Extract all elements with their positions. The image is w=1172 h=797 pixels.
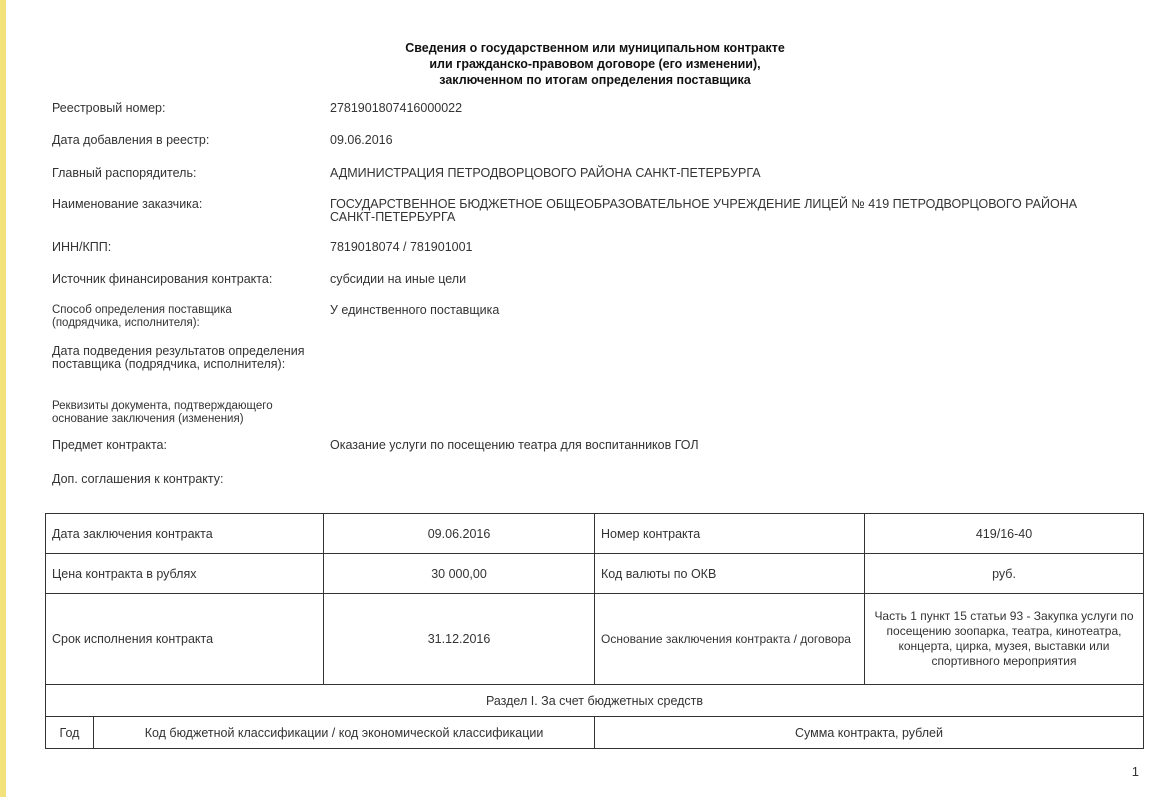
- contract-number-value: 419/16-40: [865, 514, 1144, 554]
- conclusion-date-label: Дата заключения контракта: [46, 514, 324, 554]
- budget-code-column-header: Код бюджетной классификации / код экономической классификации: [94, 717, 595, 749]
- supplier-method-value: У единственного поставщика: [330, 303, 500, 317]
- results-date-label: Дата подведения результатов определения поставщика (подрядчика, исполнителя):: [52, 344, 305, 371]
- inn-kpp-value: 7819018074 / 781901001: [330, 240, 473, 254]
- supplier-method-label: Способ определения поставщика (подрядчика, исполнителя):: [52, 304, 232, 329]
- registry-number-value: 2781901807416000022: [330, 101, 463, 115]
- title-line-1: Сведения о государственном или муниципальном контракте: [405, 41, 785, 55]
- funding-source-label: Источник финансирования контракта:: [52, 272, 273, 286]
- funding-source-value: субсидии на иные цели: [330, 272, 467, 286]
- contract-subject-value: Оказание услуги по посещению театра для воспитанников ГОЛ: [330, 438, 699, 452]
- document-details-label: Реквизиты документа, подтверждающего основание заключения (изменения): [52, 400, 273, 425]
- title-line-2: или гражданско-правовом договоре (его изменении),: [429, 57, 761, 71]
- contract-number-label: Номер контракта: [595, 514, 865, 554]
- table-row: [46, 594, 1144, 685]
- chief-manager-value: АДМИНИСТРАЦИЯ ПЕТРОДВОРЦОВОГО РАЙОНА САНКТ-ПЕТЕРБУРГА: [330, 166, 761, 180]
- page-number: 1: [1131, 764, 1139, 779]
- customer-name-value: ГОСУДАРСТВЕННОЕ БЮДЖЕТНОЕ ОБЩЕОБРАЗОВАТЕЛЬНОЕ УЧРЕЖДЕНИЕ ЛИЦЕЙ № 419 ПЕТРОДВОРЦОВОГО РАЙОНА САНКТ-ПЕТЕРБУРГА: [330, 197, 1078, 224]
- contract-basis-value: Часть 1 пункт 15 статьи 93 - Закупка услуги по посещению зоопарка, театра, кинотеатра, концерта, цирка, музея, выставки или спортивного мероприятия: [865, 594, 1144, 685]
- section-heading: Раздел I. За счет бюджетных средств: [46, 685, 1144, 717]
- contract-sum-column-header: Сумма контракта, рублей: [595, 717, 1144, 749]
- registry-number-label: Реестровый номер:: [52, 101, 166, 115]
- conclusion-date-value: 09.06.2016: [324, 514, 595, 554]
- execution-term-value: 31.12.2016: [324, 594, 595, 685]
- date-added-label: Дата добавления в реестр:: [52, 133, 210, 147]
- additional-agreements-label: Доп. соглашения к контракту:: [52, 472, 224, 486]
- currency-code-label: Код валюты по ОКВ: [595, 554, 865, 594]
- inn-kpp-label: ИНН/КПП:: [52, 240, 112, 254]
- document-title: [300, 40, 890, 88]
- table-row: [46, 514, 1144, 554]
- title-line-3: заключенном по итогам определения поставщика: [439, 73, 751, 87]
- date-added-value: 09.06.2016: [330, 133, 393, 147]
- contract-details-table: [45, 513, 1144, 749]
- currency-code-value: руб.: [865, 554, 1144, 594]
- table-row: [46, 685, 1144, 717]
- contract-basis-label: Основание заключения контракта / договора: [595, 594, 865, 685]
- contract-subject-label: Предмет контракта:: [52, 438, 167, 452]
- customer-name-label: Наименование заказчика:: [52, 197, 203, 211]
- contract-price-value: 30 000,00: [324, 554, 595, 594]
- contract-price-label: Цена контракта в рублях: [46, 554, 324, 594]
- execution-term-label: Срок исполнения контракта: [46, 594, 324, 685]
- table-row: [46, 717, 1144, 749]
- year-column-header: Год: [46, 717, 94, 749]
- chief-manager-label: Главный распорядитель:: [52, 166, 197, 180]
- table-row: [46, 554, 1144, 594]
